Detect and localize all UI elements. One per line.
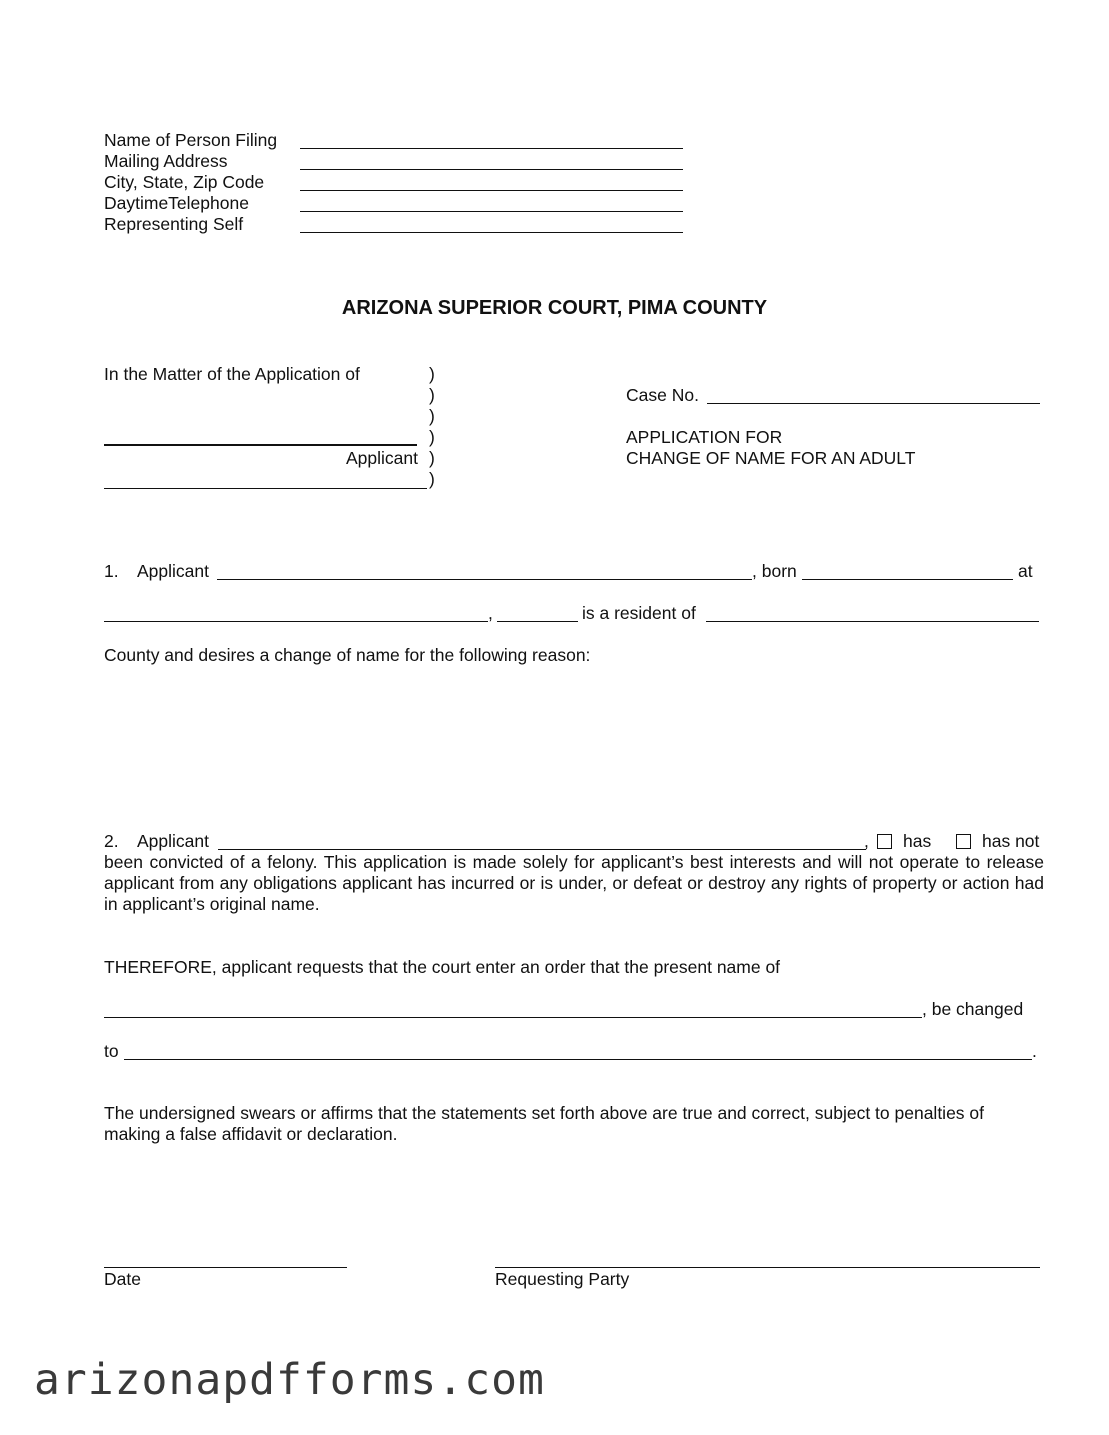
para2-body-text: been convicted of a felony. This application is made solely for applicant’s best interests and will not operate to release applicant from any obligations applicant has incurred or is under, or defeat or destroy any rights of property or action had in applicant’s original name. [104,852,1044,914]
caption-paren: ) [429,469,435,489]
new-name-period: . [1032,1041,1037,1061]
applicant-caption-label: Applicant [346,448,418,468]
court-title: ARIZONA SUPERIOR COURT, PIMA COUNTY [341,297,768,319]
caption-paren: ) [429,364,435,384]
affirmation-text: The undersigned swears or affirms that the statements set forth above are true and correct, subject to penalties of making a false affidavit or declaration. [104,1103,985,1144]
at-label: at [1018,561,1033,581]
county-field[interactable] [706,601,1039,622]
caption-paren: ) [429,448,435,468]
has-checkbox[interactable] [877,831,892,852]
date-label: Date [104,1269,141,1289]
case-number-label: Case No. [626,385,699,405]
para1-applicant-label: Applicant [137,561,209,581]
caption-paren: ) [429,427,435,447]
resident-label: is a resident of [582,603,696,623]
daytime-telephone-label: DaytimeTelephone [104,193,249,213]
representing-self-field[interactable] [300,212,683,233]
birth-place-field[interactable] [104,601,488,622]
mailing-address-label: Mailing Address [104,151,228,171]
case-number-field[interactable] [707,383,1040,404]
to-label: to [104,1041,119,1061]
born-label: , born [752,561,797,581]
checkbox-icon [956,834,971,849]
para2-applicant-name-field[interactable] [218,829,866,850]
para1-comma: , [488,603,493,623]
therefore-text: THEREFORE, applicant requests that the court enter an order that the present name of [104,957,781,977]
para1-applicant-name-field[interactable] [217,559,752,580]
has-label: has [903,831,932,851]
checkbox-icon [877,834,892,849]
document-title-line2: CHANGE OF NAME FOR AN ADULT [626,448,916,468]
city-state-zip-field[interactable] [300,170,683,191]
name-of-person-filing-field[interactable] [300,128,683,149]
para2-number: 2. [104,831,119,851]
requesting-party-signature-field[interactable] [495,1247,1040,1268]
present-name-field[interactable] [104,997,922,1018]
has-not-label: has not [982,831,1040,851]
birth-date-field[interactable] [802,559,1013,580]
applicant-name-field[interactable] [104,424,417,446]
para2-comma: , [864,831,869,851]
para2-applicant-label: Applicant [137,831,209,851]
reason-field[interactable] [104,670,1044,820]
reason-intro: County and desires a change of name for the following reason: [104,645,591,665]
representing-self-label: Representing Self [104,214,244,234]
name-of-person-filing-label: Name of Person Filing [104,130,278,150]
watermark: arizonapdfforms.com [34,1355,545,1405]
caption-paren: ) [429,385,435,405]
birth-year-field[interactable] [497,601,578,622]
new-name-field[interactable] [124,1039,1032,1060]
para1-number: 1. [104,561,119,581]
date-field[interactable] [104,1247,347,1268]
applicant-caption-extra-field[interactable] [104,468,427,489]
matter-label: In the Matter of the Application of [104,364,360,384]
city-state-zip-label: City, State, Zip Code [104,172,265,192]
document-title-line1: APPLICATION FOR [626,427,783,447]
has-not-checkbox[interactable] [956,831,971,852]
requesting-party-label: Requesting Party [495,1269,630,1289]
caption-paren: ) [429,406,435,426]
mailing-address-field[interactable] [300,149,683,170]
be-changed-label: , be changed [922,999,1024,1019]
daytime-telephone-field[interactable] [300,191,683,212]
